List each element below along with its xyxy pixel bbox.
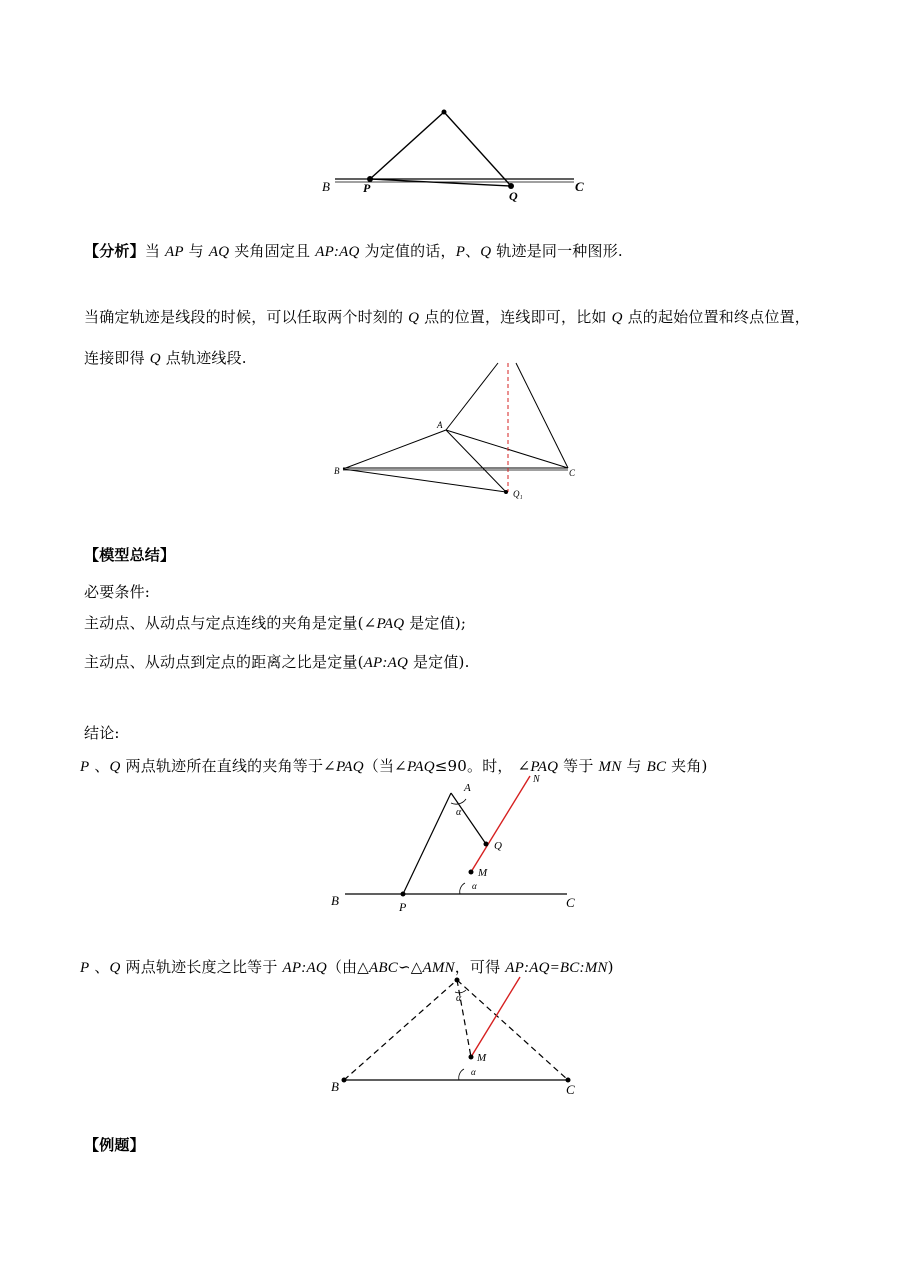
text: 点的位置，连线即可，比如 <box>419 308 612 326</box>
text: ，可得 <box>454 958 506 976</box>
dashed-ab <box>344 980 457 1080</box>
var-q: Q <box>109 960 121 976</box>
line-aq <box>444 112 511 186</box>
var-q: Q <box>109 759 121 775</box>
point-p <box>401 892 406 897</box>
label-b: B <box>331 1079 339 1094</box>
figure-1 <box>322 110 584 204</box>
label-p: P <box>363 181 371 195</box>
var-bc: BC <box>646 759 667 775</box>
line-ap <box>403 793 451 894</box>
summary-heading: 【模型总结】 <box>84 546 176 564</box>
var-paq: PAQ <box>530 759 559 775</box>
text: 点轨迹线段. <box>160 349 247 367</box>
text: 两点轨迹长度之比等于 <box>120 958 283 976</box>
label-m: M <box>478 867 488 879</box>
label-p: P <box>399 900 407 914</box>
conditions-label: 必要条件: <box>84 583 151 601</box>
angle-arc-m <box>459 1069 464 1080</box>
conclusion-1 <box>80 756 708 777</box>
var-paq: PAQ <box>376 616 405 632</box>
var-paq: PAQ <box>406 759 435 775</box>
condition-1 <box>84 613 466 634</box>
text: ≤90。时， ∠ <box>434 757 531 775</box>
analysis-heading: 【分析】 <box>84 242 145 260</box>
point-q <box>484 842 489 847</box>
text: 轨迹是同一种图形. <box>491 242 623 260</box>
text: 与 <box>183 242 209 260</box>
label-alpha-2: α <box>471 1067 476 1077</box>
line-a-up <box>446 363 498 430</box>
label-c: C <box>566 1082 575 1097</box>
label-alpha-1: α <box>456 993 462 1004</box>
var-p: P <box>455 244 466 260</box>
label-n: N <box>533 774 540 785</box>
text: 夹角固定且 <box>229 242 316 260</box>
text: 当 <box>144 242 165 260</box>
var-amn: AMN <box>422 960 455 976</box>
label-b: B <box>334 466 340 476</box>
text: ∽△ <box>397 958 423 976</box>
analysis-paragraph <box>84 241 623 262</box>
point-m <box>469 1055 474 1060</box>
label-q: Q <box>494 840 502 852</box>
var-q: Q <box>149 351 161 367</box>
text: ) <box>607 958 614 976</box>
text: 连接即得 <box>84 349 150 367</box>
line-aq <box>451 793 486 844</box>
figure-4 <box>331 977 575 1097</box>
var-mn: MN <box>598 759 622 775</box>
label-alpha-2: α <box>472 881 477 891</box>
text: 为定值的话， <box>359 242 456 260</box>
line-ap <box>370 112 444 179</box>
label-c: C <box>569 468 576 478</box>
line-bq1 <box>343 469 506 492</box>
point-a <box>455 978 460 983</box>
var-ratio: AP:AQ <box>315 244 360 260</box>
conclusion-2 <box>80 957 614 978</box>
segment-line-2 <box>84 348 247 369</box>
var-paq: PAQ <box>335 759 364 775</box>
label-c: C <box>575 179 584 194</box>
red-line-mn <box>471 977 520 1057</box>
var-q: Q <box>480 244 492 260</box>
text: 夹角) <box>666 757 708 775</box>
var-ratio: AP:AQ <box>282 960 327 976</box>
text: 等于 <box>558 757 599 775</box>
label-b: B <box>331 893 339 908</box>
label-alpha-1: α <box>456 807 462 818</box>
text: 是定值); <box>404 614 467 632</box>
label-a: A <box>464 782 471 794</box>
point-m <box>469 870 474 875</box>
segment-line-1 <box>84 307 810 328</box>
var-ap: AP <box>164 244 184 260</box>
label-q: Q <box>509 189 518 203</box>
line-pq <box>370 179 511 186</box>
var-p: P <box>80 759 90 775</box>
text: 主动点、从动点到定点的距离之比是定量( <box>84 653 364 671</box>
text: 两点轨迹所在直线的夹角等于∠ <box>120 757 336 775</box>
figure-3 <box>331 774 575 914</box>
var-abc: ABC <box>369 960 398 976</box>
label-m: M <box>477 1052 487 1064</box>
var-p: P <box>80 960 90 976</box>
point-b <box>342 1078 347 1083</box>
var-aq: AQ <box>208 244 230 260</box>
label-q1: Q₁ <box>513 489 523 499</box>
point-a <box>442 110 447 115</box>
var-q: Q <box>611 310 623 326</box>
var-ratio: AP:AQ <box>363 655 408 671</box>
example-heading: 【例题】 <box>84 1136 145 1154</box>
angle-arc-m <box>460 883 465 894</box>
label-c: C <box>566 895 575 910</box>
text: 是定值). <box>407 653 470 671</box>
text: 主动点、从动点与定点连线的夹角是定量(∠ <box>84 614 377 632</box>
label-a: A <box>437 420 443 430</box>
text: 当确定轨迹是线段的时候，可以任取两个时刻的 <box>84 308 409 326</box>
var-ratio-eq: AP:AQ=BC:MN <box>505 960 608 976</box>
var-q: Q <box>408 310 420 326</box>
label-b: B <box>322 179 330 194</box>
conclusion-label: 结论: <box>84 724 120 742</box>
text: 、 <box>89 958 110 976</box>
point-q1 <box>504 490 508 494</box>
dashed-ac <box>457 980 568 1080</box>
condition-2 <box>84 652 470 673</box>
text: 、 <box>465 242 481 260</box>
text: 点的起始位置和终点位置， <box>622 308 810 326</box>
red-line-mn <box>471 776 530 872</box>
figure-2 <box>334 363 576 499</box>
text: （当∠ <box>363 757 407 775</box>
text: （由△ <box>326 958 369 976</box>
text: 与 <box>621 757 647 775</box>
line-ab <box>343 430 446 469</box>
line-c-up <box>516 363 568 468</box>
text: 、 <box>89 757 110 775</box>
